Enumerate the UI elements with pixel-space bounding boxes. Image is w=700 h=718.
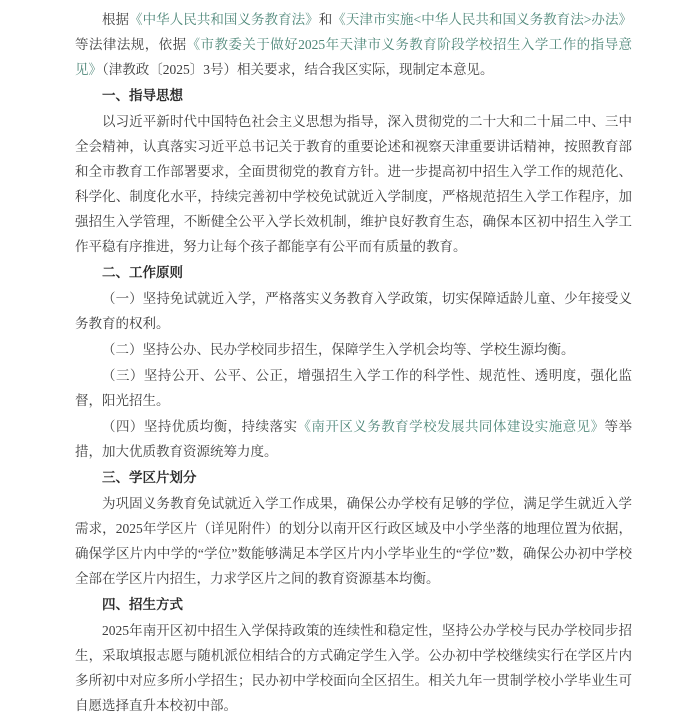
document-body — [75, 7, 632, 718]
paragraph — [75, 7, 632, 82]
section-heading — [75, 83, 632, 108]
text-run: 一、指导思想 — [102, 88, 183, 103]
paragraph — [75, 618, 632, 718]
text-run: 2025年南开区初中招生入学保持政策的连续性和稳定性，坚持公办学校与民办学校同步招生，采取填报志愿与随机派位相结合的方式确定学生入学。公办初中学校继续实行在学区片内多所初中对应多所小学招生；民办初中学校面向全区招生。相关九年一贯制学校小学毕业生可自愿选择直升本校初中部。 — [75, 623, 632, 713]
section-heading — [75, 260, 632, 285]
text-run: （三）坚持公开、公平、公正，增强招生入学工作的科学性、规范性、透明度，强化监督，阳光招生。 — [75, 368, 632, 408]
text-run: 二、工作原则 — [102, 265, 183, 280]
paragraph — [75, 109, 632, 259]
text-run: 根据 — [102, 12, 130, 27]
paragraph — [75, 363, 632, 413]
book-title-text: 《中华人民共和国义务教育法》 — [129, 12, 319, 27]
book-title-text: 《市教委关于做好2025年天津市义务教育阶段学校招生入学工作的指导意见》 — [75, 37, 633, 77]
paragraph — [75, 337, 632, 362]
text-run: 以习近平新时代中国特色社会主义思想为指导，深入贯彻党的二十大和二十届二中、三中全会精神，认真落实习近平总书记关于教育的重要论述和视察天津重要讲话精神，按照教育部和全市教育工作部署要求，全面贯彻党的教育方针。进一步提高初中招生入学工作的规范化、科学化、制度化水平，持续完善初中学校免试就近入学制度，严格规范招生入学工作程序，加强招生入学管理，不断健全公平入学长效机制，维护良好教育生态，确保本区初中招生入学工作平稳有序推进，努力让每个孩子都能享有公平而有质量的教育。 — [75, 114, 632, 254]
text-run: 等举措，加大优质教育资源统筹力度。 — [75, 419, 633, 459]
section-heading — [75, 465, 632, 490]
paragraph — [75, 491, 632, 591]
text-run: （津教政〔2025〕3号）相关要求，结合我区实际，现制定本意见。 — [102, 62, 494, 77]
text-run: （一）坚持免试就近入学，严格落实义务教育入学政策，切实保障适龄儿童、少年接受义务教育的权利。 — [75, 291, 632, 331]
text-run: 四、招生方式 — [102, 597, 183, 612]
paragraph — [75, 414, 632, 464]
text-run: 和 — [318, 12, 333, 27]
book-title-text: 《南开区义务教育学校发展共同体建设实施意见》 — [297, 419, 605, 434]
text-run: （四）坚持优质均衡，持续落实 — [102, 419, 298, 434]
text-run: 三、学区片划分 — [102, 470, 197, 485]
text-run: 等法律法规，依据 — [75, 37, 187, 52]
text-run: （二）坚持公办、民办学校同步招生，保障学生入学机会均等、学校生源均衡。 — [102, 342, 575, 357]
text-run: 为巩固义务教育免试就近入学工作成果，确保公办学校有足够的学位，满足学生就近入学需求，2025年学区片（详见附件）的划分以南开区行政区域及中小学坐落的地理位置为依据，确保学区片内中学的“学位”数能够满足本学区片内小学毕业生的“学位”数，确保公办初中学校全部在学区片内招生，力求学区片之间的教育资源基本均衡。 — [75, 496, 632, 586]
book-title-text: 《天津市实施<中华人民共和国义务教育法>办法》 — [332, 12, 633, 27]
paragraph — [75, 286, 632, 336]
